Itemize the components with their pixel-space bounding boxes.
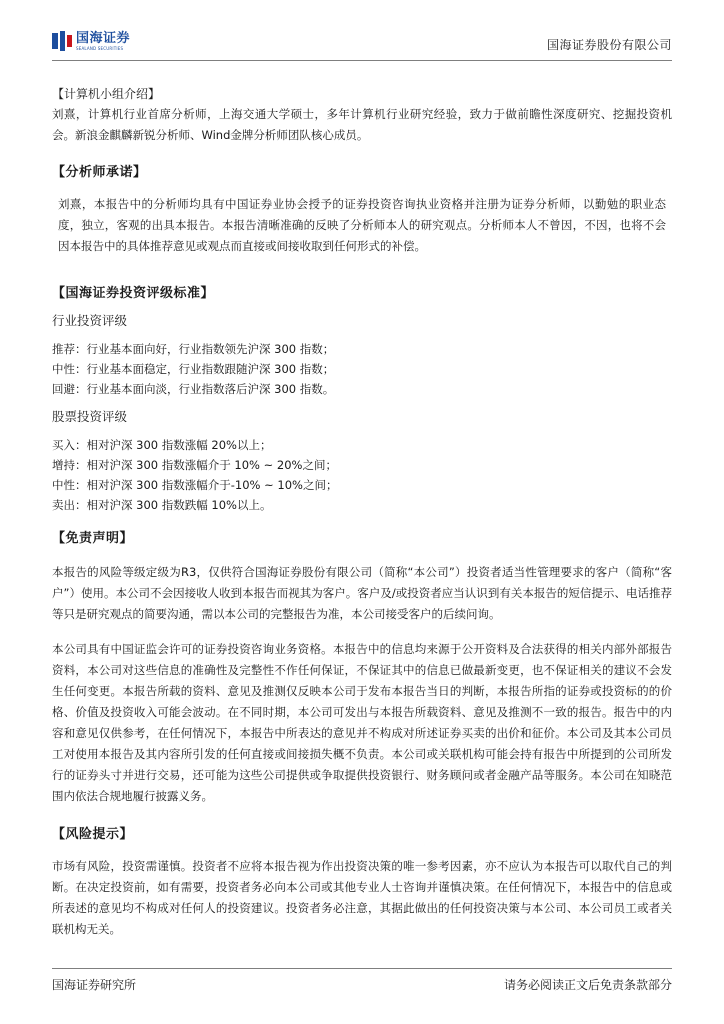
footer-institute: 国海证券研究所 — [52, 978, 137, 992]
header-company-name: 国海证券股份有限公司 — [546, 38, 672, 52]
page-header — [52, 26, 672, 62]
industry-rating-item: 推荐：行业基本面向好，行业指数领先沪深 300 指数； — [52, 342, 335, 356]
logo-subtext: SEALAND SECURITIES — [76, 45, 124, 51]
header-divider — [52, 60, 672, 61]
stock-rating-item: 中性：相对沪深 300 指数涨幅介于-10% ~ 10%之间； — [52, 478, 338, 492]
industry-rating-item: 回避：行业基本面向淡，行业指数落后沪深 300 指数。 — [52, 382, 335, 396]
disclaimer-paragraph-1: 本报告的风险等级定级为R3，仅供符合国海证券股份有限公司（简称“本公司”）投资者适当性管理要求的客户（简称“客户”）使用。本公司不会因接收人收到本报告而视其为客户。客户及/或投资者应当认识到有关本报告的短信提示、电话推荐等只是研究观点的简要沟通，需以本公司的完整报告为准，本公司接受客户的后续问询。 — [52, 565, 672, 621]
footer-notice: 请务必阅读正文后免责条款部分 — [503, 978, 672, 992]
disclaimer-section — [52, 527, 672, 807]
rating-title: 【国海证券投资评级标准】 — [52, 286, 215, 301]
commitment-title: 【分析师承诺】 — [52, 165, 147, 180]
industry-rating-title: 行业投资评级 — [52, 313, 128, 328]
commitment-section — [52, 161, 672, 257]
stock-rating-item: 卖出：相对沪深 300 指数跌幅 10%以上。 — [52, 498, 272, 512]
industry-rating-list — [52, 339, 672, 399]
intro-section — [52, 84, 672, 146]
disclaimer-title: 【免责声明】 — [52, 531, 134, 546]
logo-text: 国海证券 — [76, 30, 131, 46]
company-logo — [52, 30, 130, 52]
risk-title: 【风险提示】 — [52, 827, 134, 842]
intro-body: 刘熹，计算机行业首席分析师，上海交通大学硕士，多年计算机行业研究经验，致力于做前瞻性深度研究、挖掘投资机会。新浪金麒麟新锐分析师、Wind金牌分析师团队核心成员。 — [52, 107, 672, 142]
risk-body: 市场有风险，投资需谨慎。投资者不应将本报告视为作出投资决策的唯一参考因素，亦不应认为本报告可以取代自己的判断。在决定投资前，如有需要，投资者务必向本公司或其他专业人士咨询并谨慎决策。在任何情况下，本报告中的信息或所表述的意见均不构成对任何人的投资建议。投资者务必注意，其据此做出的任何投资决策与本公司、本公司员工或者关联机构无关。 — [52, 859, 672, 936]
stock-rating-item: 买入：相对沪深 300 指数涨幅 20%以上； — [52, 438, 272, 452]
logo-mark-icon — [52, 31, 72, 51]
rating-section — [52, 282, 672, 515]
disclaimer-paragraph-2: 本公司具有中国证监会许可的证券投资咨询业务资格。本报告中的信息均来源于公开资料及合法获得的相关内部外部报告资料，本公司对这些信息的准确性及完整性不作任何保证，不保证其中的信息已做最新变更，也不保证相关的建议不会发生任何变更。本报告所载的资料、意见及推测仅反映本公司于发布本报告当日的判断，本报告所指的证券或投资标的的价格、价值及投资收入可能会波动。在不同时期，本公司可发出与本报告所载资料、意见及推测不一致的报告。报告中的内容和意见仅供参考，在任何情况下，本报告中所表达的意见并不构成对所述证券买卖的出价和征价。本公司及其本公司员工对使用本报告及其内容所引发的任何直接或间接损失概不负责。本公司或关联机构可能会持有报告中所提到的公司所发行的证券头寸并进行交易，还可能为这些公司提供或争取提供投资银行、财务顾问或者金融产品等服务。本公司在知晓范围内依法合规地履行披露义务。 — [52, 642, 672, 803]
footer-divider — [52, 968, 672, 969]
risk-section — [52, 823, 672, 940]
commitment-body: 刘熹，本报告中的分析师均具有中国证券业协会授予的证券投资咨询执业资格并注册为证券分析师，以勤勉的职业态度，独立，客观的出具本报告。本报告清晰准确的反映了分析师本人的研究观点。分析师本人不曾因，不因，也将不会因本报告中的具体推荐意见或观点而直接或间接收取到任何形式的补偿。 — [58, 197, 666, 253]
intro-title: 【计算机小组介绍】 — [52, 87, 161, 101]
stock-rating-title: 股票投资评级 — [52, 409, 128, 424]
industry-rating-item: 中性：行业基本面稳定，行业指数跟随沪深 300 指数； — [52, 362, 335, 376]
stock-rating-item: 增持：相对沪深 300 指数涨幅介于 10% ~ 20%之间； — [52, 458, 337, 472]
stock-rating-list — [52, 435, 672, 515]
